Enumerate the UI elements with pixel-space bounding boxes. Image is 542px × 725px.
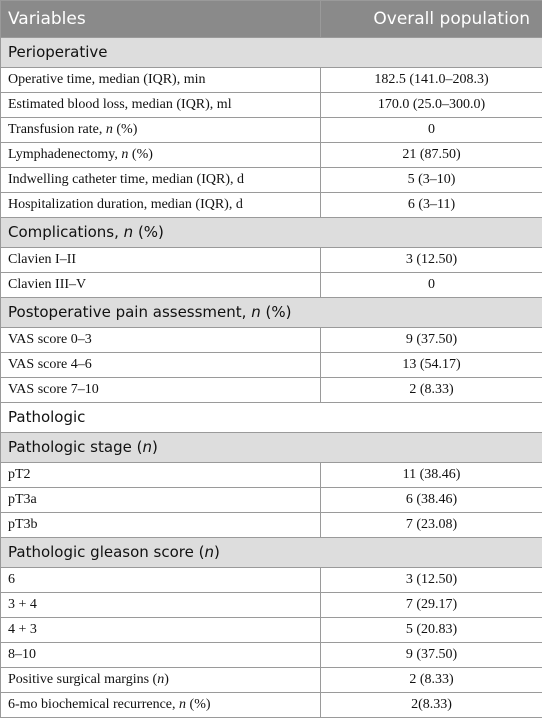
table-row xyxy=(1,248,542,273)
row-label xyxy=(1,143,321,168)
row-label-suffix: (%) xyxy=(260,303,292,321)
row-label-text: Clavien III–V xyxy=(8,277,87,292)
row-value: 170.0 (25.0–300.0) xyxy=(321,93,542,118)
row-label xyxy=(1,643,321,668)
table-row xyxy=(1,328,542,353)
row-label-text: pT2 xyxy=(8,467,31,482)
row-value: 13 (54.17) xyxy=(321,353,542,378)
row-label-italic: n xyxy=(251,303,261,321)
row-label xyxy=(1,118,321,143)
table-header xyxy=(1,1,542,38)
row-value: 9 (37.50) xyxy=(321,643,542,668)
row-value: 5 (3–10) xyxy=(321,168,542,193)
row-label-italic: n xyxy=(179,697,187,712)
table-row xyxy=(1,513,542,538)
row-label-text: VAS score 0–3 xyxy=(8,332,92,347)
row-label-text: Postoperative pain assessment, xyxy=(8,303,252,321)
row-label-text: VAS score 7–10 xyxy=(8,382,99,397)
row-label-text: VAS score 4–6 xyxy=(8,357,92,372)
row-value: 0 xyxy=(321,273,542,298)
row-label-text: pT3a xyxy=(8,492,37,507)
row-label xyxy=(1,668,321,693)
row-value: 7 (29.17) xyxy=(321,593,542,618)
row-label-italic: n xyxy=(204,543,214,561)
table-row xyxy=(1,353,542,378)
row-label-italic: n xyxy=(142,438,152,456)
section-header-row xyxy=(1,433,542,463)
table-body xyxy=(1,38,542,718)
row-label xyxy=(1,328,321,353)
section-header xyxy=(1,403,542,433)
row-label-italic: n xyxy=(157,672,165,687)
row-label xyxy=(1,618,321,643)
row-label-text: Operative time, median (IQR), min xyxy=(8,72,206,87)
section-header xyxy=(1,433,542,463)
row-label-italic: n xyxy=(105,122,113,137)
table-row xyxy=(1,568,542,593)
row-label-text: pT3b xyxy=(8,517,38,532)
table-row xyxy=(1,593,542,618)
row-label-suffix: (%) xyxy=(186,697,211,712)
row-label xyxy=(1,93,321,118)
row-label xyxy=(1,273,321,298)
table-row xyxy=(1,668,542,693)
row-label xyxy=(1,168,321,193)
row-label-text: Pathologic xyxy=(8,408,86,426)
section-header-row xyxy=(1,38,542,68)
table-row xyxy=(1,193,542,218)
row-label-text: Perioperative xyxy=(8,43,108,61)
row-label xyxy=(1,378,321,403)
row-label-italic: n xyxy=(123,223,134,241)
row-label xyxy=(1,353,321,378)
row-label-text: 3 + 4 xyxy=(8,597,37,612)
row-label-text: Lymphadenectomy, xyxy=(8,147,122,162)
section-header-row xyxy=(1,538,542,568)
row-value: 2 (8.33) xyxy=(321,378,542,403)
row-value: 6 (3–11) xyxy=(321,193,542,218)
row-label-text: Hospitalization duration, median (IQR), d xyxy=(8,197,243,212)
row-label xyxy=(1,593,321,618)
table-row xyxy=(1,168,542,193)
row-label-text: Estimated blood loss, median (IQR), ml xyxy=(8,97,232,112)
row-label xyxy=(1,568,321,593)
row-label xyxy=(1,193,321,218)
row-label-text: Transfusion rate, xyxy=(8,122,106,137)
section-header xyxy=(1,218,542,248)
table-row xyxy=(1,618,542,643)
row-label-text: Clavien I–II xyxy=(8,252,77,267)
row-label-suffix: ) xyxy=(164,672,169,687)
row-value: 11 (38.46) xyxy=(321,463,542,488)
table-row xyxy=(1,143,542,168)
table-row xyxy=(1,273,542,298)
row-value: 5 (20.83) xyxy=(321,618,542,643)
row-label-suffix: (%) xyxy=(128,147,153,162)
row-label-text: 8–10 xyxy=(8,647,36,662)
table-row xyxy=(1,693,542,718)
row-label xyxy=(1,463,321,488)
section-header-row xyxy=(1,298,542,328)
row-value: 3 (12.50) xyxy=(321,248,542,273)
section-header xyxy=(1,38,542,68)
row-label-suffix: (%) xyxy=(133,223,164,241)
row-label-text: 6 xyxy=(8,572,15,587)
row-label-suffix: ) xyxy=(214,543,220,561)
row-value: 182.5 (141.0–208.3) xyxy=(321,68,542,93)
table-row xyxy=(1,463,542,488)
row-value: 7 (23.08) xyxy=(321,513,542,538)
row-label xyxy=(1,513,321,538)
row-label-text: 4 + 3 xyxy=(8,622,37,637)
table-row xyxy=(1,488,542,513)
row-label-text: Pathologic stage ( xyxy=(8,438,143,456)
section-header-row xyxy=(1,218,542,248)
row-label-text: Pathologic gleason score ( xyxy=(8,543,205,561)
row-value: 6 (38.46) xyxy=(321,488,542,513)
row-value: 21 (87.50) xyxy=(321,143,542,168)
row-label-suffix: (%) xyxy=(112,122,138,137)
row-value: 2(8.33) xyxy=(321,693,542,718)
table-row xyxy=(1,118,542,143)
row-label xyxy=(1,248,321,273)
row-value: 0 xyxy=(321,118,542,143)
row-value: 9 (37.50) xyxy=(321,328,542,353)
table-row xyxy=(1,68,542,93)
row-label-text: 6-mo biochemical recurrence, xyxy=(8,697,180,712)
table-row xyxy=(1,93,542,118)
table-row xyxy=(1,378,542,403)
header-overall-population: Overall population xyxy=(321,1,542,38)
row-label-italic: n xyxy=(121,147,129,162)
section-header-row xyxy=(1,403,542,433)
row-label xyxy=(1,488,321,513)
row-label xyxy=(1,68,321,93)
section-header xyxy=(1,298,542,328)
row-value: 3 (12.50) xyxy=(321,568,542,593)
header-variables: Variables xyxy=(1,1,321,38)
row-label-suffix: ) xyxy=(151,438,158,456)
row-label-text: Positive surgical margins ( xyxy=(8,672,158,687)
row-label-text: Complications, xyxy=(8,223,124,241)
section-header xyxy=(1,538,542,568)
table-row xyxy=(1,643,542,668)
row-label-text: Indwelling catheter time, median (IQR), d xyxy=(8,172,244,187)
row-value: 2 (8.33) xyxy=(321,668,542,693)
row-label xyxy=(1,693,321,718)
